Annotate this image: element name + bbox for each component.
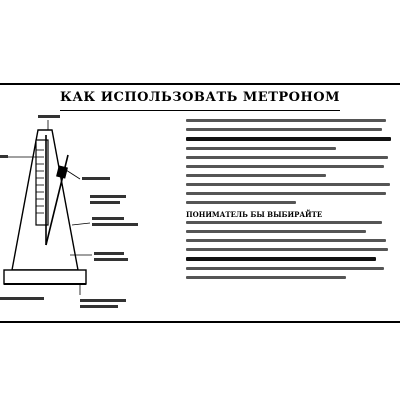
label-weight-1 bbox=[90, 195, 126, 198]
text-line bbox=[186, 230, 366, 233]
text-line bbox=[186, 183, 390, 186]
text-line bbox=[186, 165, 384, 168]
metronome-icon bbox=[4, 130, 86, 284]
label-pendulum bbox=[82, 177, 110, 180]
text-line bbox=[186, 192, 386, 195]
label-key-2 bbox=[94, 258, 128, 261]
metronome-diagram bbox=[0, 115, 180, 320]
text-line bbox=[186, 276, 346, 279]
text-line bbox=[186, 128, 382, 131]
label-left bbox=[0, 155, 8, 158]
label-bottom-left bbox=[0, 297, 44, 300]
document-title: КАК ИСПОЛЬЗОВАТЬ МЕТРОНОМ bbox=[60, 90, 340, 105]
label-weight-2 bbox=[90, 201, 120, 204]
text-line bbox=[186, 248, 388, 251]
label-key-1 bbox=[94, 252, 124, 255]
text-line bbox=[186, 257, 376, 261]
bold-phrase: ПОНИМАТЕЛЬ БЫ ВЫБИРАЙТЕ bbox=[186, 210, 323, 219]
text-line bbox=[186, 137, 391, 141]
label-base-1 bbox=[80, 299, 126, 302]
title-underline bbox=[60, 110, 340, 111]
label-scale-1 bbox=[92, 217, 124, 220]
label-top bbox=[38, 115, 60, 118]
text-line bbox=[186, 119, 386, 122]
label-scale-2 bbox=[92, 223, 138, 226]
instruction-card bbox=[0, 83, 400, 323]
text-line bbox=[186, 174, 326, 177]
text-line bbox=[186, 156, 388, 159]
text-line bbox=[186, 267, 384, 270]
text-line bbox=[186, 147, 336, 150]
text-line bbox=[186, 221, 382, 224]
text-line bbox=[186, 201, 296, 204]
text-line bbox=[186, 239, 386, 242]
label-base-2 bbox=[80, 305, 118, 308]
instruction-text bbox=[186, 119, 396, 319]
